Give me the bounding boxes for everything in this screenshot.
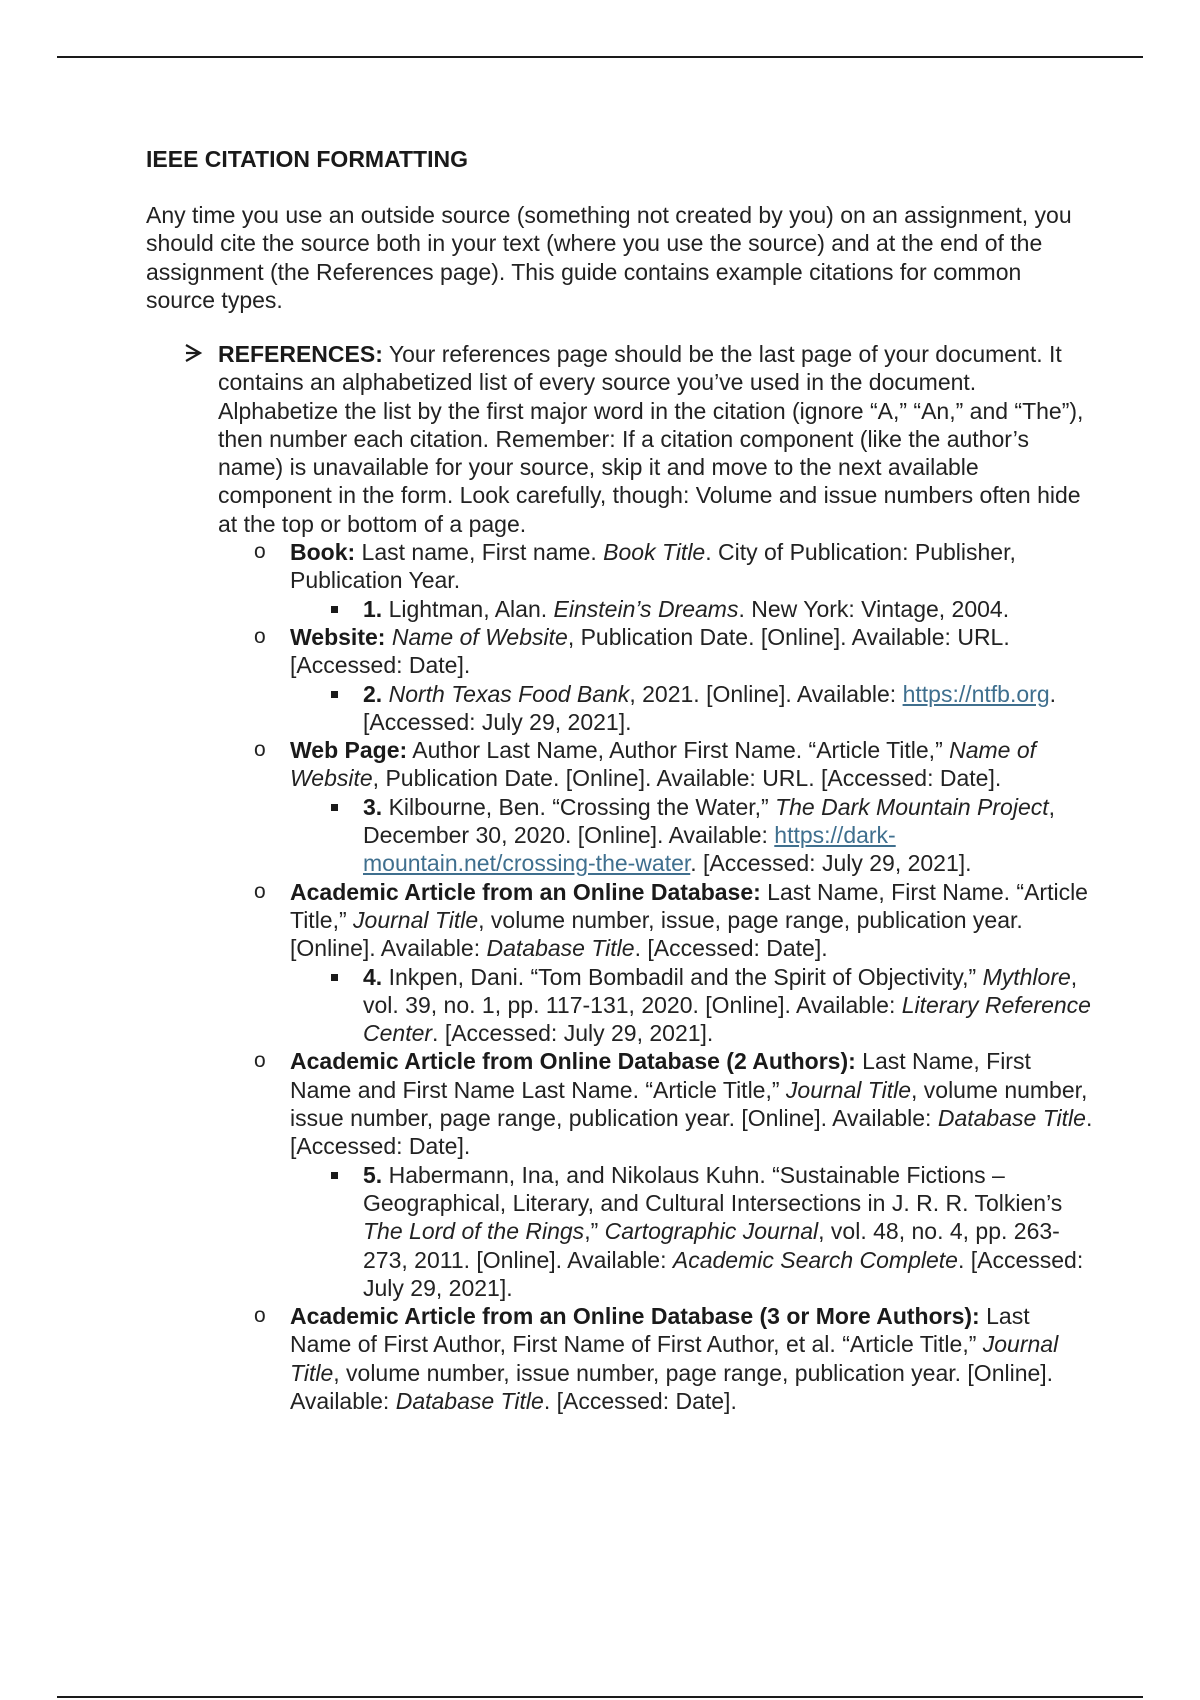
example-number: 1.: [363, 595, 383, 622]
format-label: Academic Article from an Online Database (3 or More Authors):: [290, 1303, 980, 1330]
format-label: Academic Article from Online Database (2 Authors):: [290, 1048, 856, 1075]
citation-format-academic-3-plus-authors: o Academic Article from an Online Database (3 or More Authors): Last Name of First Author, First Name of First Author, et al. “Article Title,” Journal Title, volume number, issue number, page range, publication year. [Online]. Available: Database Title. [Accessed: Date].: [254, 1303, 1059, 1414]
citation-example-4: 4. Inkpen, Dani. “Tom Bombadil and the Spirit of Objectivity,” Mythlore, vol. 39, no. 1, pp. 117-131, 2020. [Online]. Available: Literary Reference Center. [Accessed: July 29, 2021].: [146, 963, 1096, 1048]
citation-format-academic-2-authors: o Academic Article from Online Database (2 Authors): Last Name, First Name and First Name Last Name. “Article Title,” Journal Title, volume number, issue number, page range, publication year. [Online]. Available: Database Title. [Accessed: Date].: [254, 1048, 1093, 1160]
citation-example-3: 3. Kilbourne, Ben. “Crossing the Water,” The Dark Mountain Project, December 30, 2020. [Online]. Available: https://dark-mountain.net/crossing-the-water. [Accessed: July 29, 2021].: [146, 793, 1096, 878]
intro-paragraph: Any time you use an outside source (something not created by you) on an assignment, you should cite the source both in your text (where you use the source) and at the end of the assignment (the References page). This guide contains example citations for common source types.: [146, 202, 1072, 313]
circle-bullet: o: [254, 624, 266, 648]
references-text: Your references page should be the last page of your document. It contains an alphabetized list of every source you’ve used in the document. Alphabetize the list by the first major word in the citation (ignore “A,” “An,” and “The”), then number each citation. Remember: If a citation component (like the author’s name) is unavailable for your source, skip it and move to the next available component in the form. Look carefully, though: Volume and issue numbers often hide at the top or bottom of a page.: [218, 341, 1084, 537]
citation-format-academic-article: o Academic Article from an Online Database: Last Name, First Name. “Article Title,” Journal Title, volume number, issue, page range, publication year. [Online]. Available: Database Title. [Accessed: Date].: [254, 878, 1088, 962]
example-number: 4.: [363, 963, 383, 990]
citation-example-2: 2. North Texas Food Bank, 2021. [Online]. Available: https://ntfb.org. [Accessed: July 29, 2021].: [146, 680, 1096, 737]
square-bullet-icon: [331, 974, 338, 981]
circle-bullet: o: [254, 1049, 266, 1073]
citation-format-webpage: o Web Page: Author Last Name, Author First Name. “Article Title,” Name of Website, Publication Date. [Online]. Available: URL. [Accessed: Date].: [254, 737, 1037, 792]
format-label: Book:: [290, 539, 356, 566]
circle-bullet: o: [254, 738, 266, 762]
dark-mountain-link[interactable]: https://dark-mountain.net/crossing-the-water: [363, 822, 896, 877]
references-label: REFERENCES:: [218, 341, 383, 367]
example-number: 2.: [363, 680, 383, 707]
references-section: [146, 340, 1096, 1415]
square-bullet-icon: [331, 804, 338, 811]
header-rule: [57, 56, 1143, 58]
citation-format-book: o Book: Last name, First name. Book Title. City of Publication: Publisher, Publication Year.: [254, 539, 1016, 594]
square-bullet-icon: [331, 1172, 338, 1179]
example-number: 5.: [363, 1161, 383, 1188]
citation-format-website: o Website: Name of Website, Publication Date. [Online]. Available: URL. [Accessed: Date].: [254, 623, 1010, 679]
footer-rule: [57, 1696, 1143, 1698]
citation-example-1: 1. Lightman, Alan. Einstein’s Dreams. New York: Vintage, 2004.: [146, 595, 1096, 623]
format-label: Academic Article from an Online Database:: [290, 878, 761, 905]
format-label: Web Page:: [290, 737, 408, 764]
square-bullet-icon: [331, 606, 338, 613]
circle-bullet: o: [254, 540, 266, 564]
references-intro: [146, 340, 1096, 538]
citation-example-5: 5. Habermann, Ina, and Nikolaus Kuhn. “Sustainable Fictions – Geographical, Literary, and Cultural Intersections in J. R. R. Tolkien’s The Lord of the Rings,” Cartographic Journal, vol. 48, no. 4, pp. 263-273, 2011. [Online]. Available: Academic Search Complete. [Accessed: July 29, 2021].: [146, 1161, 1096, 1302]
arrow-bullet-icon: [183, 342, 203, 364]
page-title: IEEE CITATION FORMATTING: [146, 146, 468, 172]
circle-bullet: o: [254, 879, 266, 903]
example-number: 3.: [363, 793, 383, 820]
circle-bullet: o: [254, 1304, 266, 1328]
square-bullet-icon: [331, 691, 338, 698]
ntfb-link[interactable]: https://ntfb.org: [902, 680, 1050, 707]
format-label: Website:: [290, 623, 386, 650]
